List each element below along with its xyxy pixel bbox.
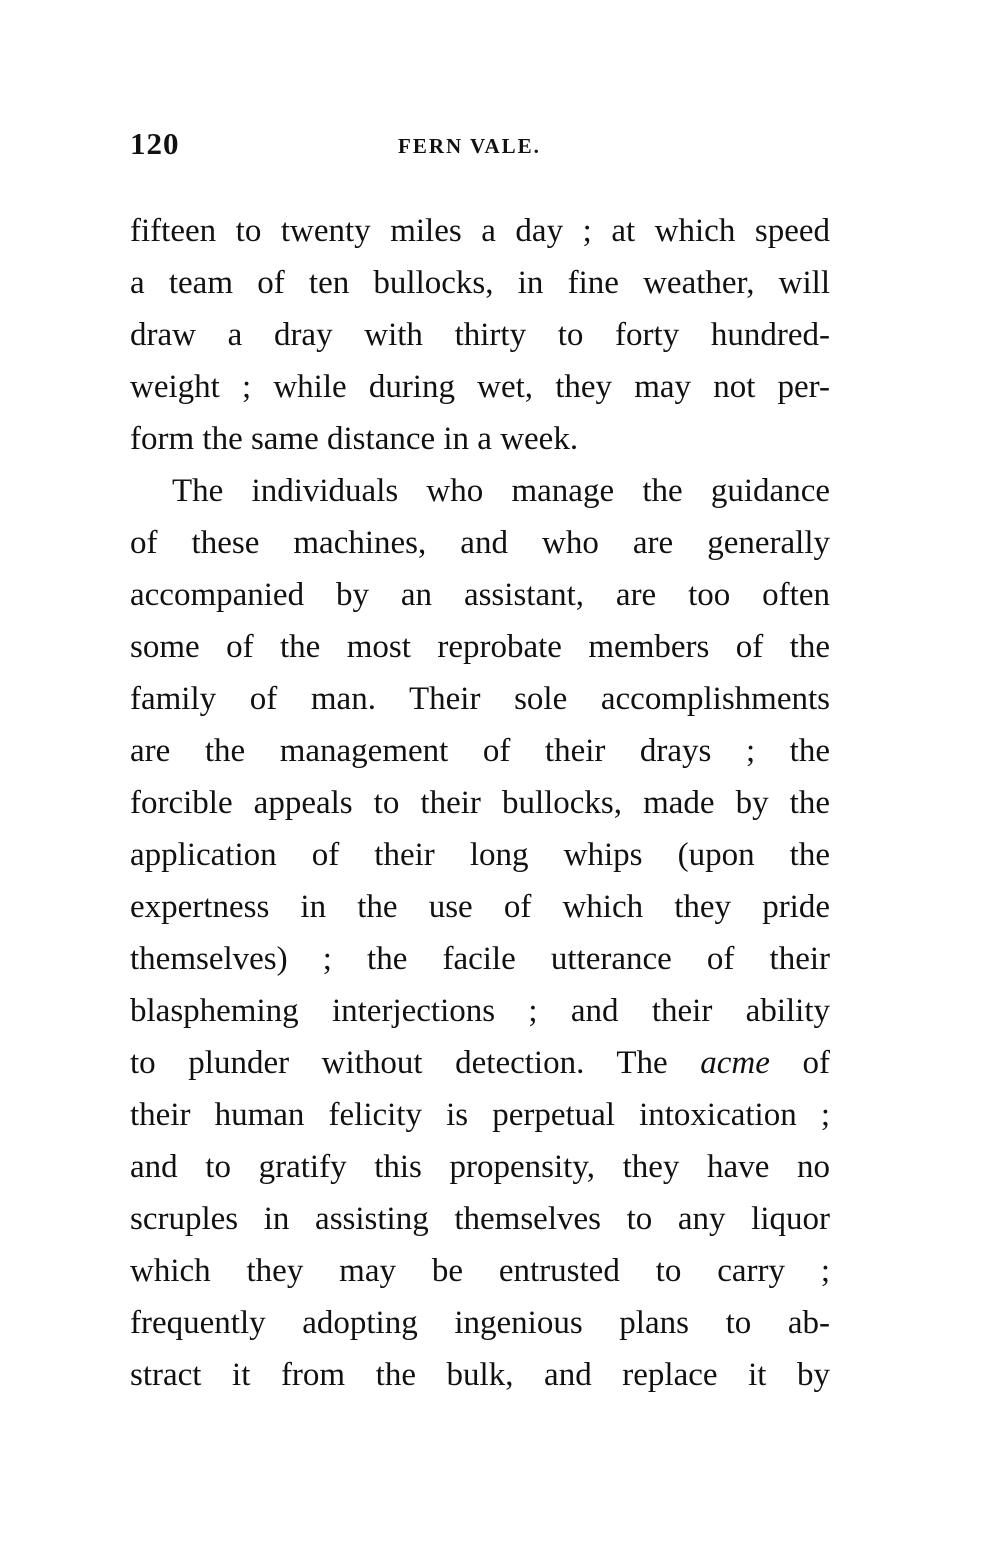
text-line: scruples in assisting themselves to any liquor: [130, 1201, 830, 1237]
paragraph-2: [130, 465, 830, 1401]
text-line: blaspheming interjections ; and their ability: [130, 993, 830, 1029]
text-line: some of the most reprobate members of the: [130, 629, 830, 665]
italic-word: acme: [700, 1045, 770, 1081]
text-line: which they may be entrusted to carry ;: [130, 1253, 830, 1289]
text-line: forcible appeals to their bullocks, made by the: [130, 785, 830, 821]
text-line-with-italic: [130, 1037, 830, 1089]
text-line: form the same distance in a week.: [130, 421, 579, 457]
text-segment: of: [769, 1045, 830, 1081]
text-line: application of their long whips (upon the: [130, 837, 830, 873]
text-line: stract it from the bulk, and replace it by: [130, 1357, 830, 1393]
text-line: expertness in the use of which they pride: [130, 889, 830, 925]
text-line: The individuals who manage the guidance: [172, 473, 830, 509]
text-line: fifteen to twenty miles a day ; at which speed: [130, 213, 830, 249]
text-line: their human felicity is perpetual intoxication ;: [130, 1097, 830, 1133]
text-segment: to plunder without detection. The: [130, 1045, 701, 1081]
page-number: 120: [130, 126, 180, 161]
text-line: weight ; while during wet, they may not per-: [130, 369, 830, 405]
text-line: are the management of their drays ; the: [130, 733, 830, 769]
text-line: accompanied by an assistant, are too often: [130, 577, 830, 613]
text-line: of these machines, and who are generally: [130, 525, 830, 561]
text-line: frequently adopting ingenious plans to ab-: [130, 1305, 830, 1341]
paragraph-1: [130, 205, 830, 465]
text-line: family of man. Their sole accomplishments: [130, 681, 830, 717]
text-line: themselves) ; the facile utterance of their: [130, 941, 830, 977]
text-line: a team of ten bullocks, in fine weather, will: [130, 265, 830, 301]
text-line: draw a dray with thirty to forty hundred-: [130, 317, 830, 353]
page-header: [130, 126, 830, 166]
running-title: FERN VALE.: [398, 134, 541, 158]
body-text: [130, 205, 830, 1401]
text-line: and to gratify this propensity, they have no: [130, 1149, 830, 1185]
